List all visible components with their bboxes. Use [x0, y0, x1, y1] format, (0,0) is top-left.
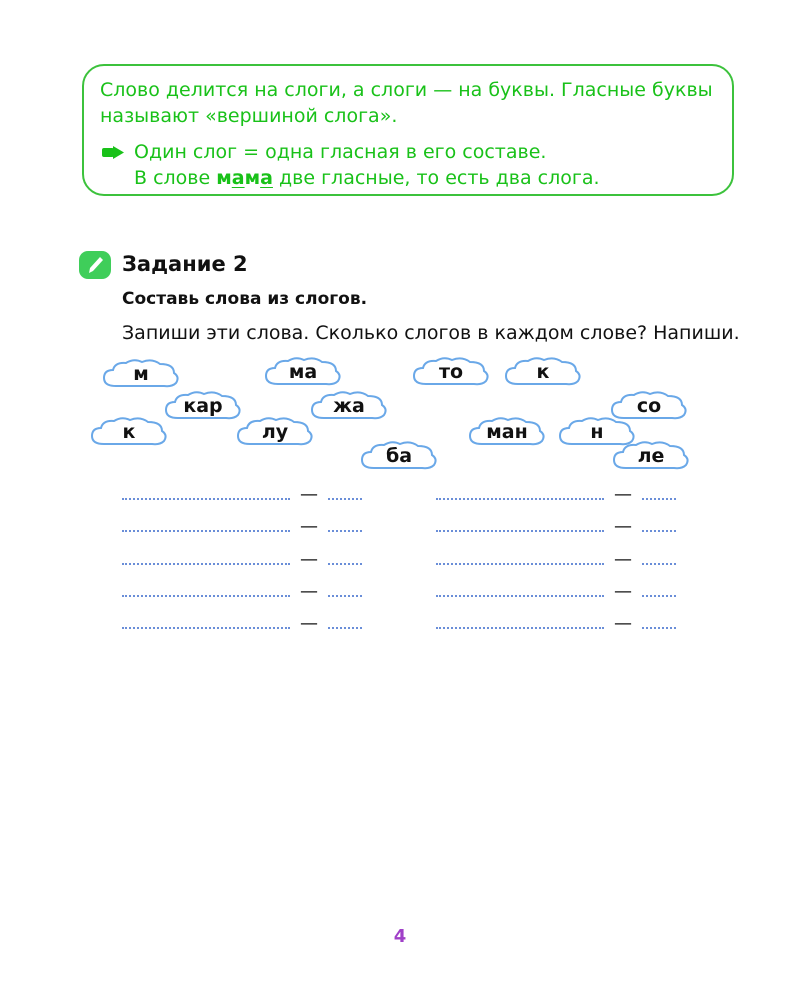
dash: —: [300, 613, 318, 634]
word-blank[interactable]: [436, 627, 604, 629]
rule-bullet-line-2: [134, 165, 718, 191]
syllable-count-blank[interactable]: [642, 627, 676, 629]
dash: —: [614, 549, 632, 570]
rule-example-after: две гласные, то есть два слога.: [279, 167, 600, 189]
dash: —: [300, 516, 318, 537]
word-letter-1: м: [216, 167, 232, 189]
syllable-label: ба: [385, 445, 413, 467]
syllable-count-blank[interactable]: [642, 595, 676, 597]
syllable-cloud: [100, 356, 182, 392]
syllable-cloud: [162, 388, 244, 424]
syllable-count-blank[interactable]: [328, 530, 362, 532]
dash: —: [300, 484, 318, 505]
syllable-label: со: [636, 395, 662, 417]
syllable-cloud: [466, 414, 548, 450]
syllable-count-blank[interactable]: [328, 563, 362, 565]
syllable-count-blank[interactable]: [328, 627, 362, 629]
syllable-count-blank[interactable]: [642, 498, 676, 500]
rule-bullet: [100, 139, 718, 191]
rule-example-before: В слове: [134, 167, 211, 189]
word-blank[interactable]: [122, 530, 290, 532]
rule-box: [82, 64, 734, 196]
task-title: Задание 2: [122, 252, 248, 276]
rule-bullet-line-1: Один слог = одна гласная в его составе.: [134, 141, 547, 163]
word-letter-4-vowel: а: [260, 167, 273, 189]
syllable-count-blank[interactable]: [328, 498, 362, 500]
syllable-label: к: [536, 361, 550, 383]
page-number: 4: [393, 926, 407, 947]
syllable-cloud: [502, 354, 584, 390]
word-letter-2-vowel: а: [231, 167, 245, 189]
syllable-count-blank[interactable]: [328, 595, 362, 597]
word-blank[interactable]: [122, 563, 290, 565]
task-instruction: Составь слова из слогов.: [122, 289, 368, 309]
syllable-cloud: [88, 414, 170, 450]
syllable-cloud: [262, 354, 344, 390]
rule-example-word: [216, 167, 273, 189]
syllable-label: ман: [486, 421, 528, 443]
syllable-label: н: [590, 421, 604, 443]
syllable-count-blank[interactable]: [642, 563, 676, 565]
dash: —: [614, 516, 632, 537]
dash: —: [614, 581, 632, 602]
syllable-label: кар: [183, 395, 223, 417]
word-letter-3: м: [244, 167, 261, 189]
arrow-bullet-icon: [102, 146, 124, 159]
syllable-label: м: [133, 363, 149, 385]
dash: —: [614, 613, 632, 634]
syllable-label: ма: [288, 361, 318, 383]
word-blank[interactable]: [436, 530, 604, 532]
word-blank[interactable]: [122, 595, 290, 597]
dash: —: [300, 581, 318, 602]
syllable-label: к: [122, 421, 136, 443]
dash: —: [300, 549, 318, 570]
syllable-cloud: [610, 438, 692, 474]
syllable-cloud: [234, 414, 316, 450]
word-blank[interactable]: [436, 563, 604, 565]
rule-text: Слово делится на слоги, а слоги — на буквы. Гласные буквы называют «вершиной слога».: [100, 79, 713, 127]
syllable-label: жа: [333, 395, 365, 417]
word-blank[interactable]: [436, 595, 604, 597]
pencil-task-icon: [78, 250, 112, 280]
syllable-count-blank[interactable]: [642, 530, 676, 532]
syllable-cloud: [358, 438, 440, 474]
word-blank[interactable]: [122, 627, 290, 629]
task-question: Запиши эти слова. Сколько слогов в каждом слове? Напиши.: [122, 322, 740, 344]
syllable-cloud: [308, 388, 390, 424]
dash: —: [614, 484, 632, 505]
syllable-label: ле: [637, 445, 665, 467]
syllable-label: лу: [261, 421, 289, 443]
word-blank[interactable]: [436, 498, 604, 500]
word-blank[interactable]: [122, 498, 290, 500]
syllable-label: то: [438, 361, 464, 383]
syllable-cloud: [410, 354, 492, 390]
